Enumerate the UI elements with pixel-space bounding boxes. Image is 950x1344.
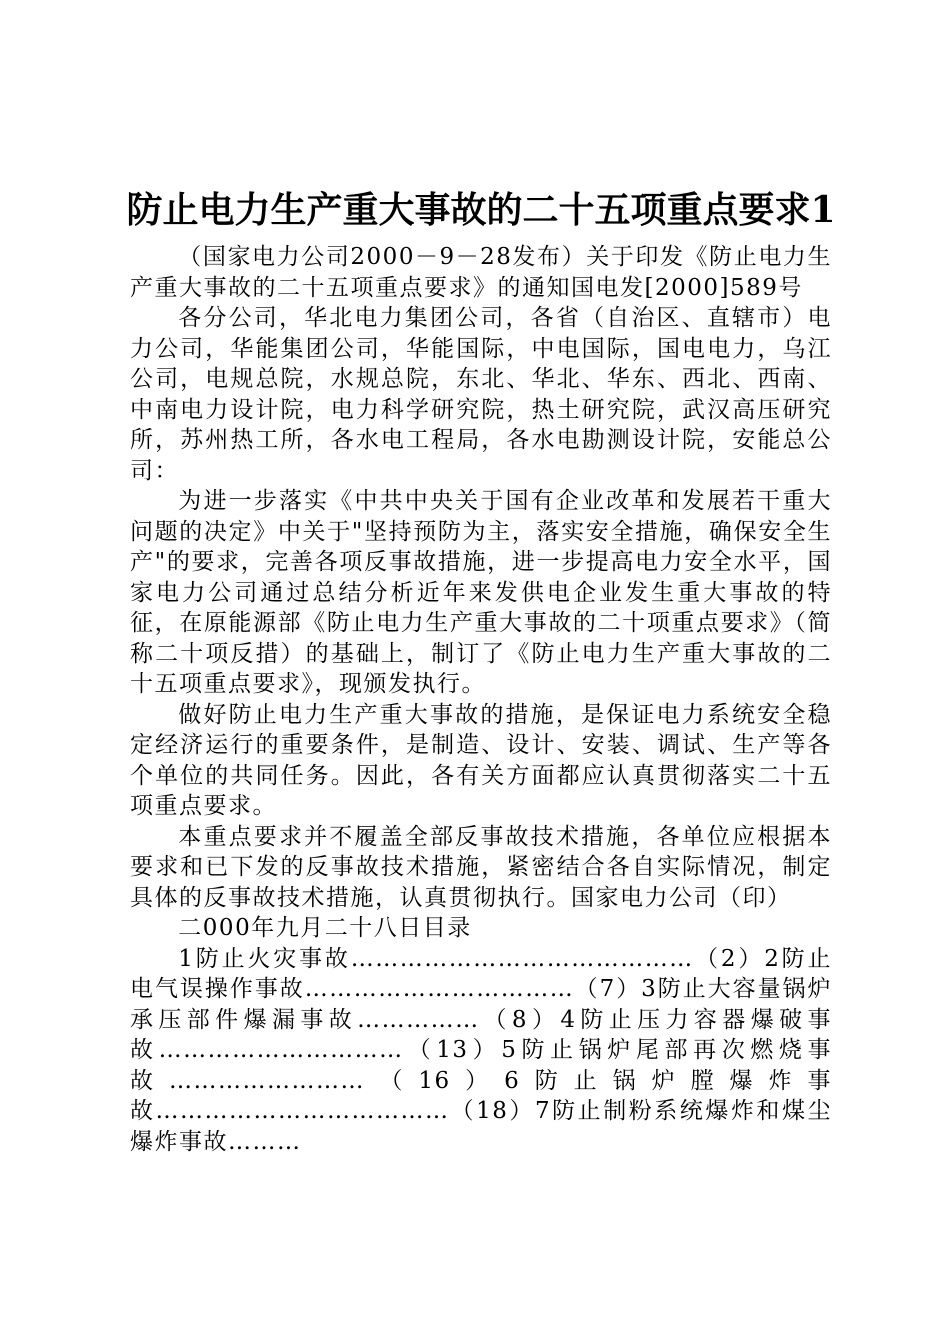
document-page — [126, 186, 836, 1157]
paragraph-date-contents: 二000年九月二十八日目录 — [178, 915, 472, 941]
paragraph-importance: 做好防止电力生产重大事故的措施，是保证电力系统安全稳定经济运行的重要条件，是制造、设计、安装、调试、生产等各个单位的共同任务。因此，各有关方面都应认真贯彻落实二十五项重点要求。 — [130, 701, 832, 819]
table-of-contents: 1防止火灾事故……………………………………（2）2防止电气误操作事故……………………………（7）3防止大容量锅炉承压部件爆漏事故……………（8）4防止压力容器爆破事故…………………………（13）5防止锅炉尾部再次燃烧事故……………………（16）6防止锅炉膛爆炸事故………………………………（18）7防止制粉系统爆炸和煤尘爆炸事故……… — [130, 945, 832, 1155]
paragraph-purpose: 为进一步落实《中共中央关于国有企业改革和发展若干重大问题的决定》中关于"坚持预防为主，落实安全措施，确保安全生产"的要求，完善各项反事故措施，进一步提高电力安全水平，国家电力公司通过总结分析近年来发供电企业发生重大事故的特征，在原能源部《防止电力生产重大事故的二十项重点要求》（简称二十项反措）的基础上，制订了《防止电力生产重大事故的二十五项重点要求》，现颁发执行。 — [130, 488, 832, 697]
document-title: 防止电力生产重大事故的二十五项重点要求1 — [126, 189, 836, 231]
paragraph-recipients: 各分公司，华北电力集团公司，各省（自治区、直辖市）电力公司，华能集团公司，华能国际，中电国际，国电电力，乌江公司，电规总院，水规总院，东北、华北、华东、西北、西南、中南电力设计院，电力科学研究院，热土研究院，武汉高压研究所，苏州热工所，各水电工程局，各水电勘测设计院，安能总公司： — [130, 305, 832, 484]
paragraph-scope: 本重点要求并不履盖全部反事故技术措施，各单位应根据本要求和已下发的反事故技术措施，紧密结合各自实际情况，制定具体的反事故技术措施，认真贯彻执行。国家电力公司（印） — [130, 823, 832, 911]
paragraph-notice-header: （国家电力公司2000－9－28发布）关于印发《防止电力生产重大事故的二十五项重点要求》的通知国电发[2000]589号 — [130, 244, 832, 301]
